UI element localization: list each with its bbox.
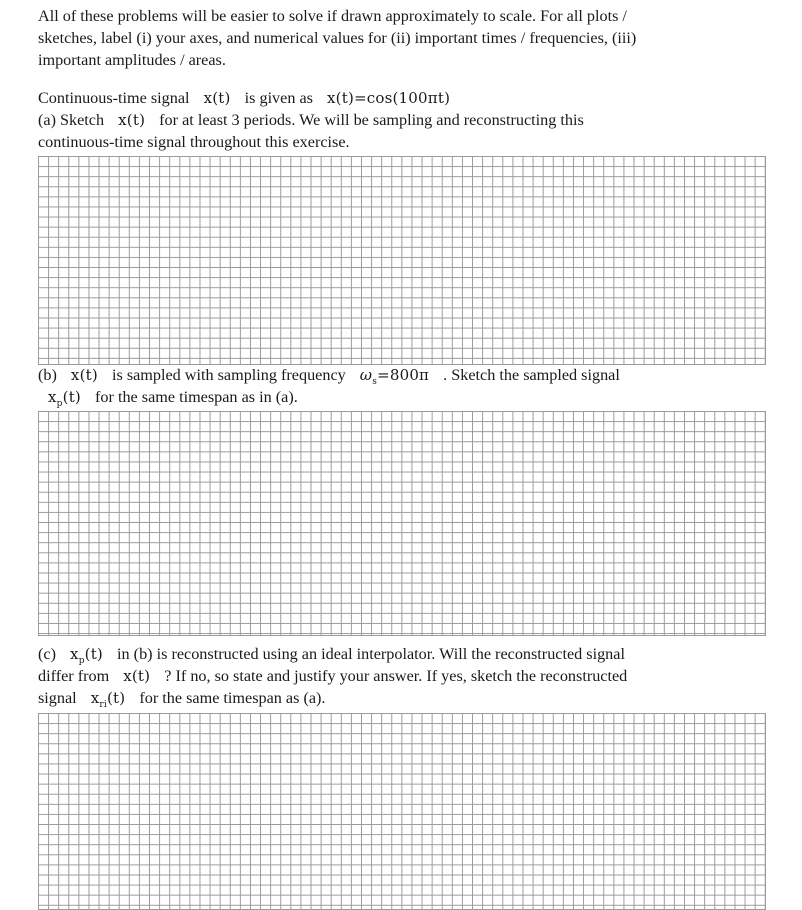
instructions-line-1: All of these problems will be easier to solve if drawn approximately to scale. For all plots / bbox=[38, 7, 627, 25]
sampled-signal-arg: (t) bbox=[62, 388, 81, 406]
sketch-grid-b[interactable] bbox=[38, 411, 766, 636]
reconstructed-signal-symbol bbox=[90, 689, 126, 710]
instructions-line-3: important amplitudes / areas. bbox=[38, 51, 226, 69]
part-c-sampled-subscript: p bbox=[78, 656, 85, 666]
sketch-grid-a[interactable] bbox=[38, 156, 766, 365]
part-a-text-1: for at least 3 periods. We will be sampling and reconstructing this bbox=[159, 111, 584, 129]
part-b-text-3: for the same timespan as in (a). bbox=[95, 388, 298, 406]
part-b-prompt bbox=[38, 364, 778, 408]
instructions-paragraph bbox=[38, 5, 778, 71]
part-b-signal-symbol: x(t) bbox=[70, 366, 98, 384]
part-b-text-1: is sampled with sampling frequency bbox=[111, 366, 346, 384]
part-c-sampled-symbol bbox=[70, 645, 103, 666]
sketch-grid-c[interactable] bbox=[38, 713, 766, 910]
omega-symbol: ω bbox=[359, 366, 373, 384]
part-c-text-1: in (b) is reconstructed using an ideal interpolator. Will the reconstructed signal bbox=[117, 645, 625, 663]
part-a-text-2: continuous-time signal throughout this exercise. bbox=[38, 133, 350, 151]
part-c-label: (c) bbox=[38, 645, 56, 663]
given-mid-text: is given as bbox=[244, 89, 313, 107]
part-c-text-5: for the same timespan as (a). bbox=[139, 689, 326, 707]
reconstructed-signal-subscript: ri bbox=[99, 700, 107, 710]
sampling-frequency-value: =800π bbox=[377, 366, 430, 384]
part-b-text-2: . Sketch the sampled signal bbox=[443, 366, 620, 384]
part-c-prompt bbox=[38, 643, 778, 709]
part-c-signal-symbol: x(t) bbox=[123, 667, 151, 685]
part-a-label: (a) Sketch bbox=[38, 111, 105, 129]
part-b-label: (b) bbox=[38, 366, 57, 384]
part-c-text-3: ? If no, so state and justify your answer. If yes, sketch the reconstructed bbox=[164, 667, 628, 685]
instructions-line-2: sketches, label (i) your axes, and numerical values for (ii) important times / frequencies, (iii) bbox=[38, 29, 637, 47]
given-prefix: Continuous-time signal bbox=[38, 89, 190, 107]
part-a-signal-symbol: x(t) bbox=[118, 111, 146, 129]
sampled-signal-subscript: p bbox=[56, 399, 63, 409]
part-c-sampled-arg: (t) bbox=[84, 645, 103, 663]
given-signal-symbol: x(t) bbox=[203, 89, 231, 107]
part-c-text-2: differ from bbox=[38, 667, 110, 685]
omega-subscript: s bbox=[372, 377, 378, 387]
part-c-sampled-base: x bbox=[70, 645, 79, 663]
reconstructed-signal-arg: (t) bbox=[106, 689, 126, 707]
part-c-text-4: signal bbox=[38, 689, 77, 707]
part-a-prompt bbox=[38, 87, 778, 153]
sampling-frequency bbox=[359, 366, 430, 387]
sampled-signal-base: x bbox=[48, 388, 57, 406]
reconstructed-signal-base: x bbox=[90, 689, 100, 707]
sampled-signal-symbol bbox=[48, 388, 81, 409]
given-equation: x(t)=cos(100πt) bbox=[327, 89, 451, 107]
